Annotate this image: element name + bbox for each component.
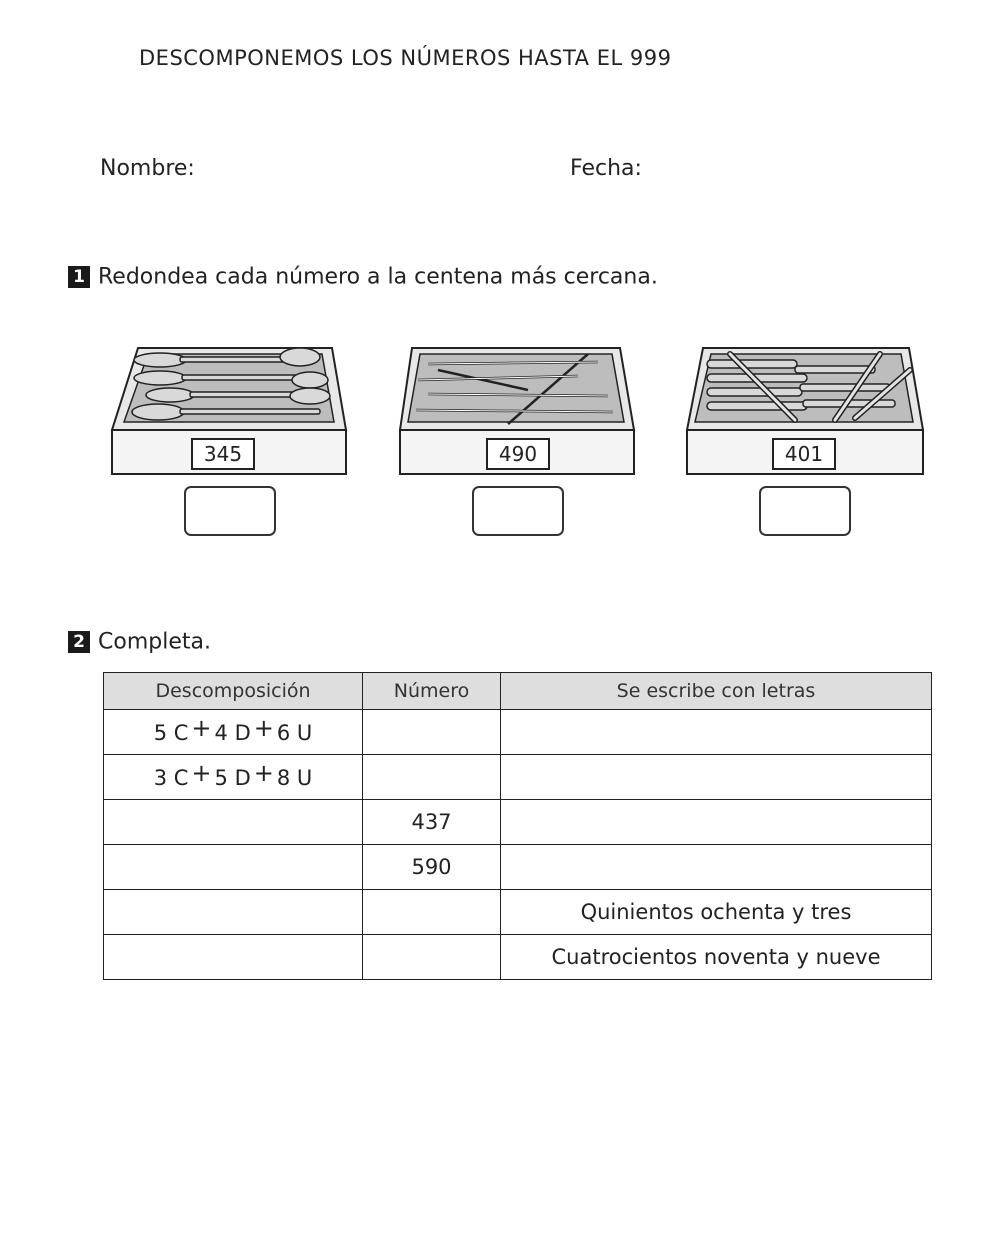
number-cell: 590 (363, 845, 501, 890)
decomposition-cell[interactable] (104, 800, 363, 845)
header-letras: Se escribe con letras (501, 673, 932, 710)
exercise-1-text: Redondea cada número a la centena más cercana. (98, 264, 658, 290)
words-cell[interactable] (501, 755, 932, 800)
words-cell[interactable] (501, 710, 932, 755)
table-row (104, 710, 932, 755)
exercise-1-instruction (68, 264, 658, 290)
words-cell: Quinientos ochenta y tres (501, 890, 932, 935)
answer-box-2[interactable] (472, 486, 564, 536)
spoon-tray (110, 340, 350, 480)
units-value: 8 U (276, 766, 313, 790)
header-descomposicion: Descomposición (104, 673, 363, 710)
decomposition-cell (104, 710, 363, 755)
number-cell[interactable] (363, 710, 501, 755)
words-cell[interactable] (501, 845, 932, 890)
words-cell[interactable] (501, 800, 932, 845)
plus-sign: + (253, 714, 274, 742)
exercise-2-instruction (68, 629, 211, 655)
decomposition-cell (104, 755, 363, 800)
exercise-2-text: Completa. (98, 629, 211, 655)
hundreds-value: 3 C (153, 766, 189, 790)
tens-value: 4 D (214, 721, 251, 745)
decomposition-cell[interactable] (104, 890, 363, 935)
date-label: Fecha: (570, 156, 642, 181)
answer-box-1[interactable] (184, 486, 276, 536)
fork-tray (398, 340, 638, 480)
hundreds-value: 5 C (153, 721, 189, 745)
exercise-2-number: 2 (68, 631, 90, 653)
answer-box-3[interactable] (759, 486, 851, 536)
tray-value-label: 401 (772, 438, 836, 470)
table-row (104, 845, 932, 890)
number-cell[interactable] (363, 755, 501, 800)
table-row (104, 935, 932, 980)
number-cell: 437 (363, 800, 501, 845)
page-title: DESCOMPONEMOS LOS NÚMEROS HASTA EL 999 (139, 46, 672, 70)
number-cell[interactable] (363, 890, 501, 935)
tens-value: 5 D (214, 766, 251, 790)
name-label: Nombre: (100, 156, 195, 181)
units-value: 6 U (276, 721, 313, 745)
tray-value-label: 490 (486, 438, 550, 470)
plus-sign: + (191, 759, 212, 787)
decomposition-table (103, 672, 932, 980)
table-row (104, 890, 932, 935)
decomposition-cell[interactable] (104, 935, 363, 980)
table-row (104, 755, 932, 800)
words-cell: Cuatrocientos noventa y nueve (501, 935, 932, 980)
exercise-1-number: 1 (68, 266, 90, 288)
table-row (104, 800, 932, 845)
plus-sign: + (191, 714, 212, 742)
knife-tray (685, 340, 925, 480)
plus-sign: + (253, 759, 274, 787)
tray-value-label: 345 (191, 438, 255, 470)
number-cell[interactable] (363, 935, 501, 980)
decomposition-cell[interactable] (104, 845, 363, 890)
header-numero: Número (363, 673, 501, 710)
